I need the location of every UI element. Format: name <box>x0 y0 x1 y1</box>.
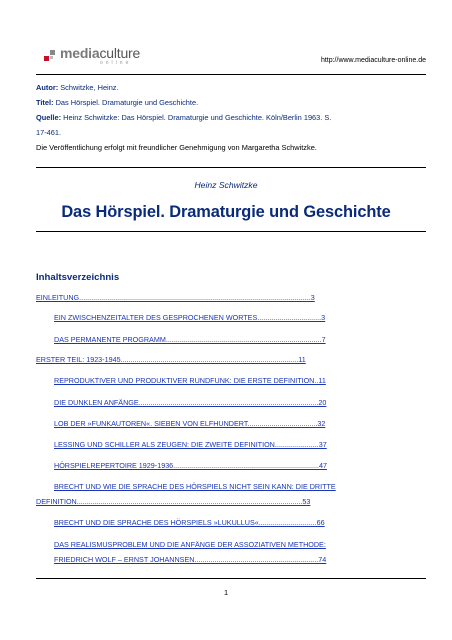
toc-entry-lessing-schiller[interactable]: LESSING UND SCHILLER ALS ZEUGEN: DIE ZWEITE DEFINITION......................37 <box>54 440 327 449</box>
toc-entry-permanente-programm[interactable]: DAS PERMANENTE PROGRAMM..............................................................................7 <box>54 335 326 344</box>
toc-heading: Inhaltsverzeichnis <box>36 272 120 283</box>
logo-culture: culture <box>99 45 141 61</box>
toc-entry-brecht-sprache-line1[interactable]: BRECHT UND WIE DIE SPRACHE DES HÖRSPIELS NICHT SEIN KANN: DIE DRITTE <box>54 482 336 491</box>
meta-titel-label: Titel: <box>36 98 54 107</box>
logo-wordmark <box>60 45 140 61</box>
toc-entry-realismusproblem-line1[interactable]: DAS REALISMUSPROBLEM UND DIE ANFÄNGE DER ASSOZIATIVEN METHODE: <box>54 540 326 549</box>
logo-media: media <box>60 45 100 61</box>
toc-entry-einleitung[interactable]: EINLEITUNG....................................................................................................................3 <box>36 293 315 302</box>
meta-quelle-line <box>36 110 428 125</box>
page-header <box>36 40 426 74</box>
meta-quelle-value-1: Heinz Schwitzke: Das Hörspiel. Dramaturgie und Geschichte. Köln/Berlin 1963. S. <box>63 113 332 122</box>
toc-entry-reproduktiver-rundfunk[interactable]: REPRODUKTIVER UND PRODUKTIVER RUNDFUNK: DIE ERSTE DEFINITION..11 <box>54 376 326 385</box>
header-divider <box>36 74 426 75</box>
meta-autor-label: Autor: <box>36 83 59 92</box>
title-divider-top <box>36 167 426 168</box>
document-metadata <box>36 80 428 155</box>
meta-quelle-value-2: 17-461. <box>36 128 62 137</box>
document-author: Heinz Schwitzke <box>194 180 258 190</box>
meta-autor-value: Schwitzke, Heinz. <box>60 83 119 92</box>
mediaculture-logo[interactable] <box>44 43 204 71</box>
toc-entry-dunklen-anfaenge[interactable]: DIE DUNKLEN ANFÄNGE..........................................................................................20 <box>54 398 327 407</box>
meta-autor-line <box>36 80 428 95</box>
toc-entry-realismusproblem-line2[interactable]: FRIEDRICH WOLF – ERNST JOHANNSEN..............................................................74 <box>54 555 327 564</box>
toc-entry-funkautoren[interactable]: LOB DER »FUNKAUTOREN«. SIEBEN VON ELFHUNDERT...................................32 <box>54 419 326 428</box>
toc-entry-brecht-sprache-line2[interactable]: DEFINITION.................................................................................................................53 <box>36 497 311 506</box>
site-url[interactable]: http://www.mediaculture-online.de <box>320 57 426 64</box>
title-divider-bottom <box>36 231 426 232</box>
document-title: Das Hörspiel. Dramaturgie und Geschichte <box>61 203 391 221</box>
logo-mark-icon <box>44 50 58 64</box>
toc-entry-hoerspielrepertoire[interactable]: HÖRSPIELREPERTOIRE 1929-1936.........................................................................47 <box>54 461 327 470</box>
toc-entry-zwischenzeitalter[interactable]: EIN ZWISCHENZEITALTER DES GESPROCHENEN WORTES................................3 <box>54 313 326 322</box>
meta-quelle-label: Quelle: <box>36 113 62 122</box>
meta-quelle-line-2 <box>36 125 428 140</box>
meta-titel-line <box>36 95 428 110</box>
logo-subtitle: online <box>100 60 132 66</box>
toc-entry-brecht-lukullus[interactable]: BRECHT UND DIE SPRACHE DES HÖRSPIELS »LUKULLUS«.............................66 <box>54 518 325 527</box>
meta-permission: Die Veröffentlichung erfolgt mit freundlicher Genehmigung von Margaretha Schwitzke. <box>36 143 317 152</box>
toc-entry-erster-teil[interactable]: ERSTER TEIL: 1923-1945.........................................................................................11 <box>36 355 306 364</box>
footer-divider <box>36 578 426 579</box>
page-number: 1 <box>223 588 229 597</box>
meta-titel-value: Das Hörspiel. Dramaturgie und Geschichte. <box>55 98 199 107</box>
